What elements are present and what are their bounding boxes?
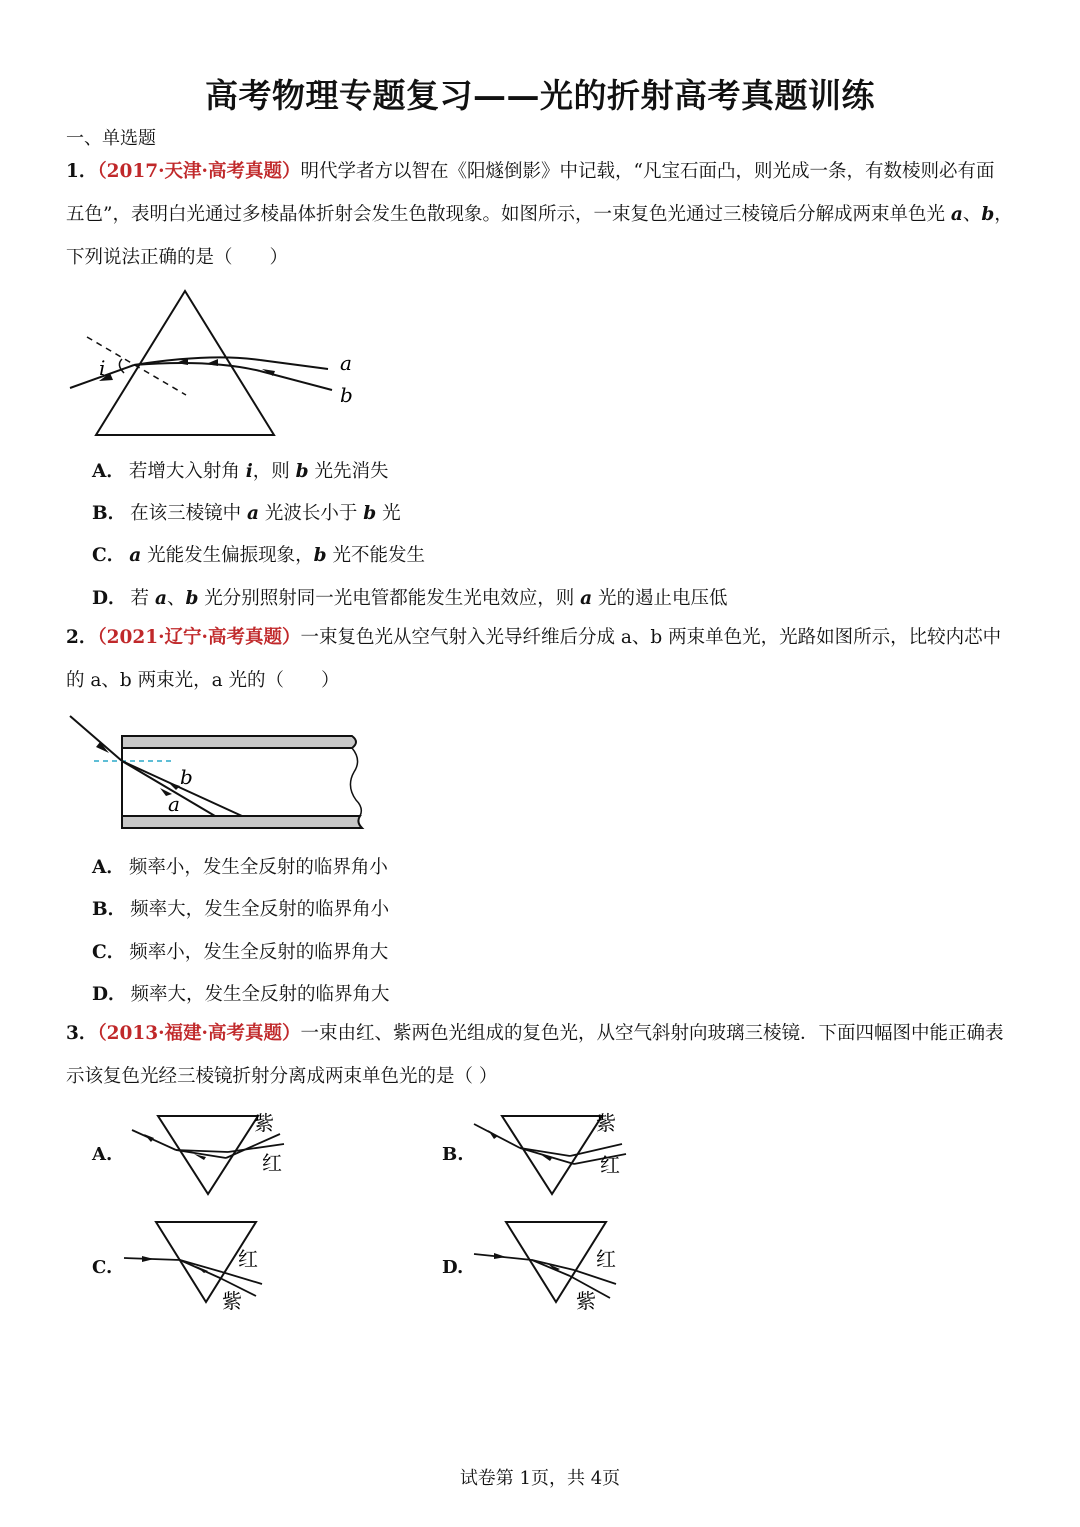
q3-option-b-label[interactable]: B. [442,1144,464,1165]
incident-ray [70,716,122,761]
emergent-ray-a [260,360,328,369]
q3-option-b-figure[interactable] [470,1108,640,1203]
q1-var-a: a [950,204,963,225]
fig-label-a: a [168,792,180,816]
q1-line-2 [66,193,1026,236]
q3-stem-1: 一束由红、紫两色光组成的复色光，从空气斜射向玻璃三棱镜．下面四幅图中能正确表 [300,1023,1004,1044]
q2-option-c[interactable]: C． 频率小，发生全反射的临界角大 [92,942,389,963]
question-2 [66,616,1026,702]
label-bottom: 红 [600,1153,620,1177]
q1-option-b[interactable]: B． 在该三棱镜中 a 光波长小于 b 光 [92,503,401,524]
q3-number: 3． [66,1023,98,1044]
q3-option-c-label[interactable]: C. [92,1257,113,1278]
q2-number: 2． [66,627,98,648]
q1-stem-2: 五色”，表明白光通过多棱晶体折射会发生色散现象。如图所示，一束复色光通过三棱镜后分解成两束单色光 [66,204,951,225]
page-title: 高考物理专题复习——光的折射高考真题训练 [205,76,875,115]
fiber-cladding-top [122,736,356,748]
q3-option-d-figure[interactable] [470,1214,640,1314]
q3-option-d-label[interactable]: D. [442,1257,464,1278]
ray-inside-b [134,363,260,371]
section-heading: 一、单选题 [66,128,156,149]
q1-option-c[interactable]: C． a 光能发生偏振现象，b 光不能发生 [92,545,425,566]
q2-option-d[interactable]: D． 频率大，发生全反射的临界角大 [92,984,390,1005]
q1-var-b: b [981,204,995,225]
label-bottom: 紫 [222,1289,242,1313]
q1-stem-1: 明代学者方以智在《阳燧倒影》中记载，“凡宝石面凸，则光成一条，有数棱则必有面 [300,161,995,182]
q2-option-b[interactable]: B． 频率大，发生全反射的临界角小 [92,899,390,920]
q3-option-a-label[interactable]: A. [92,1144,113,1165]
label-bottom: 红 [262,1151,282,1175]
q1-number: 1． [66,161,98,182]
fiber-cladding-bottom [122,816,362,828]
q1-line-3: 下列说法正确的是（ ） [66,247,289,268]
q1-source: （2017·天津·高考真题） [97,161,301,182]
fig-label-b: b [340,383,353,407]
q2-option-a[interactable]: A． 频率小，发生全反射的临界角小 [92,857,388,878]
label-top: 紫 [596,1111,616,1135]
page-footer: 试卷第 1页，共 4页 [459,1468,621,1489]
q3-source: （2013·福建·高考真题） [97,1023,301,1044]
q2-line-1 [66,616,1026,659]
q3-line-2: 示该复色光经三棱镜折射分离成两束单色光的是（ ） [66,1066,498,1087]
q3-line-1 [66,1012,1026,1055]
inside-arrow-2 [206,359,218,366]
q1-sep: 、 [962,204,982,225]
label-top: 紫 [254,1111,274,1135]
q2-line-2: 的 a、b 两束光，a 光的（ ） [66,670,340,691]
incident-arrow [142,1256,154,1262]
incident-arrow [144,1134,154,1142]
q1-option-a[interactable]: A． 若增大入射角 i，则 b 光先消失 [92,461,389,482]
label-top: 红 [596,1247,616,1271]
fig-label-a: a [340,351,352,375]
label-top: 红 [238,1247,258,1271]
incident-arrow [488,1130,498,1139]
q3-option-a-figure[interactable] [130,1108,300,1203]
q3-option-c-figure[interactable] [120,1214,280,1314]
q1-prism-figure [60,285,370,445]
question-3 [66,1012,1026,1098]
q2-source: （2021·辽宁·高考真题） [97,627,301,648]
fig-label-b: b [180,765,193,789]
q1-option-d[interactable]: D． 若 a、b 光分别照射同一光电管都能发生光电效应，则 a 光的遏止电压低 [92,588,728,609]
q1-comma: ， [994,204,1013,225]
question-1 [66,150,1026,279]
q2-stem-1: 一束复色光从空气射入光导纤维后分成 a、b 两束单色光，光路如图所示，比较内芯中 [300,627,1002,648]
fig-label-i: i [99,356,106,380]
fiber-broken-edge [350,748,361,816]
prism [502,1116,602,1194]
label-bottom: 紫 [576,1289,596,1313]
incident-arrow [494,1253,506,1259]
q2-fiber-figure [60,708,370,836]
q1-line-1 [66,150,1026,193]
